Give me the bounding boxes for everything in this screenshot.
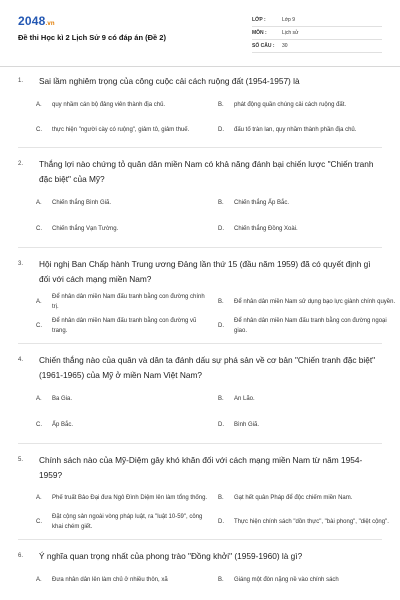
option[interactable] <box>218 510 398 534</box>
option-text: Phế truất Bảo Đại đưa Ngô Đình Diệm lên làm tổng thống. <box>52 495 208 501</box>
option[interactable] <box>36 216 212 242</box>
question <box>0 74 400 148</box>
site-logo[interactable] <box>18 14 55 28</box>
option-letter: C. <box>36 422 42 428</box>
header-divider <box>0 66 400 67</box>
option[interactable] <box>218 314 398 338</box>
option-grid <box>36 92 382 142</box>
question-number: 2. <box>18 161 24 167</box>
option-letter: A. <box>36 200 42 206</box>
option[interactable] <box>36 290 212 314</box>
question-text: Chiến thắng nào của quân và dân ta đánh dấu sự phá sản về cơ bản "Chiến tranh đặc biệt" (1961-1965) của Mỹ ở miền Nam Việt Nam? <box>39 355 376 380</box>
question-divider <box>18 147 382 148</box>
option-text: Giáng một đòn nặng nề vào chính sách <box>234 577 339 583</box>
option-text: Thực hiện chính sách "dồn thực", "bài phong", "diệt cộng". <box>234 519 389 525</box>
option-letter: D. <box>218 226 224 232</box>
option-text: Để nhân dân miền Nam đấu tranh bằng con đường chính trị. <box>52 294 205 310</box>
option[interactable] <box>218 412 398 438</box>
page-title: Đề thi Học kì 2 Lịch Sử 9 có đáp án (Đề 2) <box>18 33 166 42</box>
option-letter: C. <box>36 519 42 525</box>
option-letter: A. <box>36 577 42 583</box>
question-divider <box>18 343 382 344</box>
option[interactable] <box>36 486 212 510</box>
option-letter: B. <box>218 495 224 501</box>
option-letter: B. <box>218 396 224 402</box>
option-letter: A. <box>36 396 42 402</box>
option-letter: C. <box>36 323 42 329</box>
meta-value: Lịch sử <box>282 30 299 36</box>
option-text: quy nhầm cán bộ đảng viên thành địa chủ. <box>52 102 166 108</box>
option-letter: A. <box>36 495 42 501</box>
question-text: Sai lầm nghiêm trọng của công cuộc cải cách ruộng đất (1954-1957) là <box>39 76 300 86</box>
option-text: Chiến thắng Bình Giã. <box>52 200 112 206</box>
option[interactable] <box>218 486 398 510</box>
meta-value: 30 <box>282 43 288 49</box>
option-grid <box>36 190 382 242</box>
option[interactable] <box>218 190 398 216</box>
option-grid <box>36 567 382 593</box>
option-letter: D. <box>218 323 224 329</box>
option[interactable] <box>36 567 212 593</box>
question-number: 5. <box>18 457 24 463</box>
option-letter: C. <box>36 127 42 133</box>
option-grid <box>36 486 389 534</box>
option-text: Để nhân dân miền Nam đấu tranh bằng con đường ngoại giao. <box>234 318 387 334</box>
question-divider <box>18 443 382 444</box>
option-text: thực hiện "người cày có ruộng", giảm tô, giảm thuế. <box>52 127 190 133</box>
option[interactable] <box>36 92 212 118</box>
option-letter: A. <box>36 102 42 108</box>
option-text: Chiến thắng Ấp Bắc. <box>234 200 290 206</box>
option-text: Để nhân dân miền Nam sử dụng bạo lực giành chính quyền. <box>234 299 396 305</box>
question-number: 4. <box>18 357 24 363</box>
option-letter: B. <box>218 200 224 206</box>
option-letter: A. <box>36 299 42 305</box>
option-text: Đưa nhân dân lên làm chủ ở nhiều thôn, xã <box>52 577 168 583</box>
option-text: Để nhân dân miền Nam đấu tranh bằng con đường vũ trang. <box>52 318 197 334</box>
option[interactable] <box>218 216 398 242</box>
option-text: Bình Giã. <box>234 422 260 428</box>
option-text: Chiến thắng Đồng Xoài. <box>234 226 298 232</box>
option[interactable] <box>218 290 398 314</box>
option-text: phát động quần chúng cải cách ruộng đất. <box>234 102 347 108</box>
option-letter: B. <box>218 577 224 583</box>
meta-value: Lớp 9 <box>282 17 296 23</box>
option-text: Đặt cộng sản ngoài vòng pháp luật, ra "luật 10-59", công khai chém giết. <box>52 514 203 530</box>
option-text: Gạt hết quân Pháp để độc chiếm miền Nam. <box>234 495 353 501</box>
question <box>0 549 400 593</box>
option-text: An Lão. <box>234 396 255 402</box>
option-grid <box>36 290 396 338</box>
question-number: 3. <box>18 261 24 267</box>
question-divider <box>18 247 382 248</box>
option-letter: D. <box>218 519 224 525</box>
question-text: Hội nghị Ban Chấp hành Trung ương Đảng lần thứ 15 (đầu năm 1959) đã có quyết định gì đối với cách mạng miền Nam? <box>39 259 371 284</box>
question <box>0 353 400 444</box>
meta-row-subject <box>252 27 382 40</box>
option[interactable] <box>36 190 212 216</box>
option-letter: C. <box>36 226 42 232</box>
question <box>0 453 400 540</box>
option-letter: D. <box>218 127 224 133</box>
question-text: Thắng lợi nào chứng tỏ quân dân miền Nam có khả năng đánh bại chiến lược "Chiến tranh đặc biệt" của Mỹ? <box>39 159 374 184</box>
option-text: Ba Gia. <box>52 396 73 402</box>
meta-key: LỚP : <box>252 17 266 23</box>
meta-row-class <box>252 14 382 27</box>
question-number: 1. <box>18 78 24 84</box>
option-letter: B. <box>218 299 224 305</box>
question <box>0 157 400 248</box>
option[interactable] <box>36 412 212 438</box>
meta-key: SỐ CÂU : <box>252 43 275 49</box>
meta-table <box>252 14 382 53</box>
option[interactable] <box>218 386 398 412</box>
option-text: đấu tố tràn lan, quy nhầm thành phần địa chủ. <box>234 127 357 133</box>
option-letter: B. <box>218 102 224 108</box>
question-number: 6. <box>18 553 24 559</box>
option-text: Ấp Bắc. <box>52 422 74 428</box>
document-header <box>0 0 400 66</box>
question <box>0 257 400 344</box>
meta-row-count <box>252 40 382 53</box>
option-grid <box>36 386 382 438</box>
question-list <box>0 74 400 593</box>
meta-key: MÔN : <box>252 30 267 36</box>
option[interactable] <box>218 567 398 593</box>
question-divider <box>18 539 382 540</box>
option[interactable] <box>36 386 212 412</box>
logo-main: 2048 <box>18 14 46 28</box>
question-text: Chính sách nào của Mỹ-Diệm gây khó khăn đối với cách mạng miền Nam từ năm 1954-1959? <box>39 455 363 480</box>
option[interactable] <box>218 92 398 118</box>
question-text: Ý nghĩa quan trọng nhất của phong trào "Đồng khởi" (1959-1960) là gì? <box>39 551 303 561</box>
option[interactable] <box>218 118 398 142</box>
logo-suffix: .vn <box>45 21 55 27</box>
option[interactable] <box>36 314 212 338</box>
option[interactable] <box>36 118 212 142</box>
option[interactable] <box>36 510 212 534</box>
option-text: Chiến thắng Vạn Tường. <box>52 226 119 232</box>
option-letter: D. <box>218 422 224 428</box>
